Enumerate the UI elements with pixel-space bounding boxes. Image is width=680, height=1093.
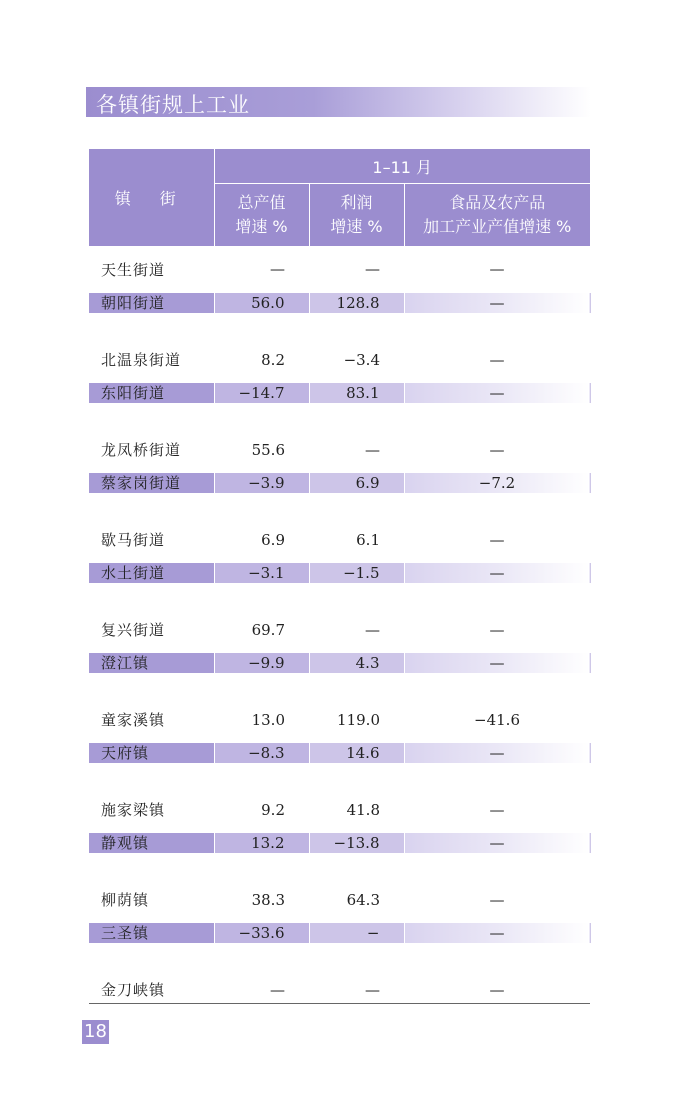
profit-growth-cell: —: [365, 620, 380, 639]
table-row: [89, 833, 590, 853]
table-row: [89, 427, 590, 473]
profit-growth-cell: 83.1: [309, 383, 404, 403]
food-growth-cell: —: [489, 890, 505, 909]
town-name-cell: 三圣镇: [89, 923, 214, 943]
profit-growth-cell: —: [365, 980, 380, 999]
output-growth-cell: 13.0: [251, 710, 285, 729]
food-growth-cell: −7.2: [404, 473, 590, 493]
profit-growth-cell: −1.5: [309, 563, 404, 583]
table-row: [89, 653, 590, 673]
table-row: [89, 337, 590, 383]
profit-growth-cell: —: [365, 440, 380, 459]
profit-growth-cell: 14.6: [309, 743, 404, 763]
output-growth-cell: 9.2: [261, 800, 285, 819]
profit-growth-cell: 119.0: [337, 710, 380, 729]
row-spacer: [89, 673, 590, 697]
profit-growth-cell: 6.9: [309, 473, 404, 493]
food-growth-cell: —: [404, 383, 590, 403]
food-growth-cell: —: [404, 563, 590, 583]
profit-growth-cell: −: [309, 923, 404, 943]
table-row: [89, 293, 590, 313]
town-name-cell: 朝阳街道: [89, 293, 214, 313]
table-row: [89, 246, 590, 293]
header-output-growth: 总产值 增速 %: [214, 184, 309, 247]
page-number: 18: [82, 1020, 109, 1044]
output-growth-cell: 13.2: [214, 833, 309, 853]
row-spacer: [89, 403, 590, 427]
output-growth-cell: 38.3: [251, 890, 285, 909]
industry-table: [89, 149, 591, 1013]
output-growth-cell: 55.6: [251, 440, 285, 459]
food-growth-cell: —: [489, 800, 505, 819]
output-growth-cell: −33.6: [214, 923, 309, 943]
table-row: [89, 697, 590, 743]
food-growth-cell: —: [404, 743, 590, 763]
town-name-cell: 歇马街道: [101, 531, 166, 549]
profit-growth-cell: 64.3: [346, 890, 380, 909]
row-spacer: [89, 313, 590, 337]
spacer-cell: [89, 583, 590, 607]
row-spacer: [89, 853, 590, 877]
profit-growth-cell: 4.3: [309, 653, 404, 673]
town-name-cell: 天府镇: [89, 743, 214, 763]
output-growth-cell: —: [270, 260, 285, 279]
profit-growth-cell: 6.1: [356, 530, 380, 549]
profit-growth-cell: 41.8: [346, 800, 380, 819]
town-name-cell: 柳荫镇: [101, 891, 150, 909]
spacer-cell: [89, 763, 590, 787]
header-profit-growth: 利润 增速 %: [309, 184, 404, 247]
row-spacer: [89, 763, 590, 787]
town-name-cell: 童家溪镇: [101, 711, 166, 729]
town-name-cell: 静观镇: [89, 833, 214, 853]
output-growth-cell: —: [270, 980, 285, 999]
spacer-cell: [89, 403, 590, 427]
bottom-rule: [89, 1003, 590, 1004]
food-growth-cell: —: [404, 923, 590, 943]
table-row: [89, 473, 590, 493]
table-row: [89, 517, 590, 563]
output-growth-cell: 8.2: [261, 350, 285, 369]
table-row: [89, 923, 590, 943]
food-growth-cell: —: [404, 293, 590, 313]
table-row: [89, 877, 590, 923]
output-growth-cell: 56.0: [214, 293, 309, 313]
output-growth-cell: −3.1: [214, 563, 309, 583]
spacer-cell: [89, 943, 590, 967]
town-name-cell: 金刀峡镇: [101, 981, 166, 999]
header-period: 1–11 月: [214, 149, 590, 184]
output-growth-cell: −3.9: [214, 473, 309, 493]
food-growth-cell: —: [489, 620, 505, 639]
town-name-cell: 天生街道: [101, 261, 166, 279]
profit-growth-cell: −3.4: [343, 350, 380, 369]
spacer-cell: [89, 853, 590, 877]
output-growth-cell: 69.7: [251, 620, 285, 639]
town-name-cell: 北温泉街道: [101, 351, 182, 369]
town-name-cell: 东阳街道: [89, 383, 214, 403]
output-growth-cell: −14.7: [214, 383, 309, 403]
table-row: [89, 743, 590, 763]
table-row: [89, 383, 590, 403]
table-header: [89, 149, 590, 246]
food-growth-cell: —: [489, 980, 505, 999]
output-growth-cell: 6.9: [261, 530, 285, 549]
food-growth-cell: —: [489, 530, 505, 549]
profit-growth-cell: —: [365, 260, 380, 279]
town-name-cell: 蔡家岗街道: [89, 473, 214, 493]
town-name-cell: 水土街道: [89, 563, 214, 583]
table-row: [89, 563, 590, 583]
town-name-cell: 澄江镇: [89, 653, 214, 673]
page-title: 各镇街规上工业: [96, 93, 250, 117]
header-food-growth: 食品及农产品 加工产业产值增速 %: [404, 184, 590, 247]
row-spacer: [89, 583, 590, 607]
table-row: [89, 787, 590, 833]
town-name-cell: 龙凤桥街道: [101, 441, 182, 459]
spacer-cell: [89, 313, 590, 337]
profit-growth-cell: 128.8: [309, 293, 404, 313]
table-body: [89, 246, 590, 1013]
table-row: [89, 607, 590, 653]
table-row: [89, 967, 590, 1013]
food-growth-cell: —: [489, 440, 505, 459]
row-spacer: [89, 493, 590, 517]
output-growth-cell: −8.3: [214, 743, 309, 763]
spacer-cell: [89, 493, 590, 517]
row-spacer: [89, 943, 590, 967]
town-name-cell: 施家梁镇: [101, 801, 166, 819]
food-growth-cell: —: [489, 350, 505, 369]
food-growth-cell: —: [404, 653, 590, 673]
food-growth-cell: —: [404, 833, 590, 853]
spacer-cell: [89, 673, 590, 697]
output-growth-cell: −9.9: [214, 653, 309, 673]
profit-growth-cell: −13.8: [309, 833, 404, 853]
food-growth-cell: —: [489, 260, 505, 279]
header-town: 镇 街: [89, 149, 214, 246]
town-name-cell: 复兴街道: [101, 621, 166, 639]
food-growth-cell: −41.6: [474, 710, 520, 729]
